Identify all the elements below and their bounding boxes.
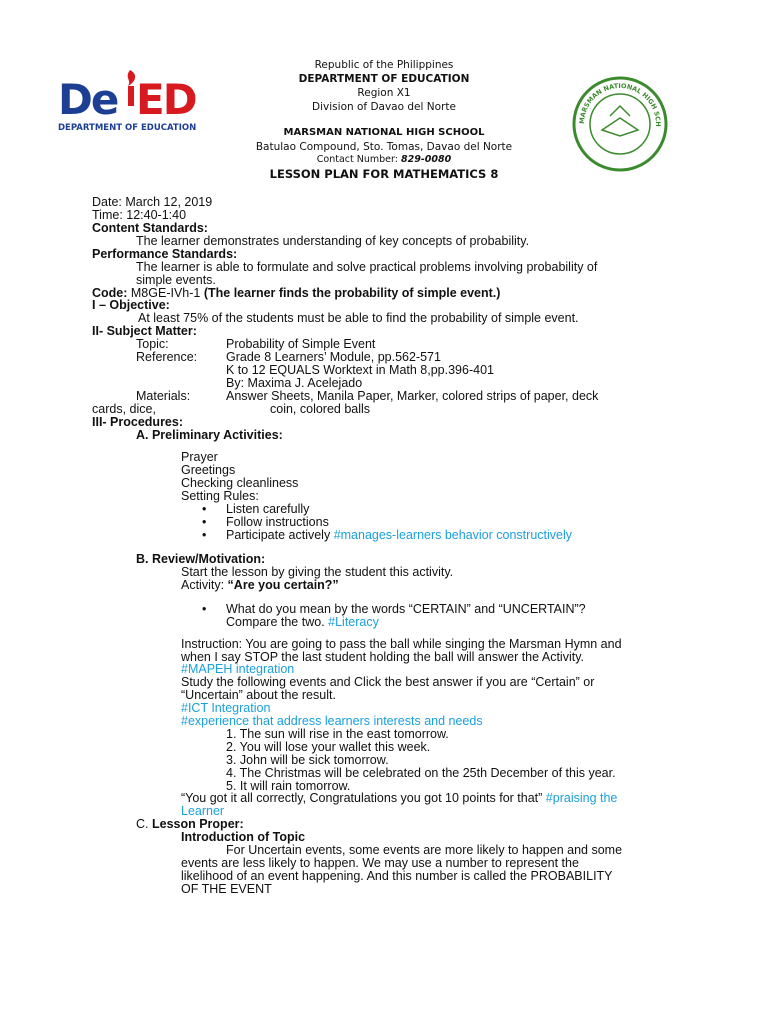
lesson-proper-label: Lesson Proper: <box>151 817 244 831</box>
svg-text:MARSMAN NATIONAL HIGH SCHOOL: MARSMAN NATIONAL HIGH SCH <box>577 81 663 127</box>
activity-line <box>181 579 339 592</box>
mapeh-tag: #MAPEH integration <box>181 662 295 676</box>
rule-item: • Follow instructions <box>226 516 329 529</box>
reference-label: Reference: <box>136 350 198 364</box>
materials-2a: cards, dice, <box>92 402 156 416</box>
contact-label: Contact Number: <box>316 154 401 165</box>
performance-standards-2: simple events. <box>136 273 216 287</box>
literacy-tag: #Literacy <box>328 615 379 629</box>
review-start: Start the lesson by giving the student this activity. <box>181 565 454 579</box>
intro-1: For Uncertain events, some events are more likely to happen and some <box>226 843 623 857</box>
content-standards: The learner demonstrates understanding of key concepts of probability. <box>136 234 530 248</box>
intro-4: OF THE EVENT <box>181 882 272 896</box>
ict-tag: #ICT Integration <box>181 701 271 715</box>
contact-line <box>0 153 768 167</box>
topic-value: Probability of Simple Event <box>226 337 376 351</box>
checking-cleanliness: Checking cleanliness <box>181 476 299 490</box>
objective-text: At least 75% of the students must be able to find the probability of simple event. <box>138 311 579 325</box>
contact-number: 829-0080 <box>400 154 452 165</box>
performance-standards-label: Performance Standards: <box>92 247 238 261</box>
review-label: B. Review/Motivation: <box>136 552 266 566</box>
division-line: Division of Davao del Norte <box>312 101 456 113</box>
code-label: Code: <box>92 286 128 300</box>
school-address: Batulao Compound, Sto. Tomas, Davao del Norte <box>255 141 513 153</box>
rule-text: Participate actively <box>226 528 334 542</box>
svg-text:DEPARTMENT OF EDUCATION: DEPARTMENT OF EDUCATION <box>58 123 197 133</box>
event-item: 4. The Christmas will be celebrated on the 25th December of this year. <box>226 766 616 780</box>
experience-tag: #experience that address learners interests and needs <box>181 714 483 728</box>
greetings: Greetings <box>181 463 236 477</box>
materials-1: Answer Sheets, Manila Paper, Marker, colored strips of paper, deck <box>226 389 599 403</box>
materials-label: Materials: <box>136 389 191 403</box>
setting-rules: Setting Rules: <box>181 489 259 503</box>
page-title: LESSON PLAN FOR MATHEMATICS 8 <box>269 167 499 181</box>
school-name: MARSMAN NATIONAL HIGH SCHOOL <box>283 127 485 138</box>
question-2 <box>226 616 379 629</box>
preliminary-label: A. Preliminary Activities: <box>136 428 283 442</box>
instruction-2: when I say STOP the last student holding the ball will answer the Activity. <box>181 650 584 664</box>
study-2: “Uncertain” about the result. <box>181 688 336 702</box>
activity-name: “Are you certain?” <box>227 578 339 592</box>
event-item: 2. You will lose your wallet this week. <box>226 740 431 754</box>
lesson-proper-prefix: C. <box>136 817 152 831</box>
event-item: 5. It will rain tomorrow. <box>226 779 351 793</box>
svg-text:De: De <box>58 75 118 124</box>
intro-3: likelihood of an event happening. And this number is called the PROBABILITY <box>181 869 613 883</box>
rule-item <box>226 529 572 542</box>
performance-standards-1: The learner is able to formulate and solve practical problems involving probability of <box>136 260 598 274</box>
praise-text: “You got it all correctly, Congratulations you got 10 points for that” <box>181 791 546 805</box>
department-line: DEPARTMENT OF EDUCATION <box>298 73 470 85</box>
event-item: 3. John will be sick tomorrow. <box>226 753 389 767</box>
republic-line: Republic of the Philippines <box>314 59 454 71</box>
time-line: Time: 12:40-1:40 <box>92 208 187 222</box>
intro-2: events are less likely to happen. We may use a number to represent the <box>181 856 579 870</box>
rule-item: • Listen carefully <box>226 503 309 516</box>
procedures-label: III- Procedures: <box>92 415 183 429</box>
instruction-1: Instruction: You are going to pass the ball while singing the Marsman Hymn and <box>181 637 622 651</box>
region-line: Region X1 <box>357 87 411 99</box>
event-item: 1. The sun will rise in the east tomorrow. <box>226 727 449 741</box>
reference-1: Grade 8 Learners’ Module, pp.562-571 <box>226 350 441 364</box>
reference-3: By: Maxima J. Acelejado <box>226 376 363 390</box>
prayer: Prayer <box>181 450 218 464</box>
content-standards-label: Content Standards: <box>92 221 208 235</box>
study-1: Study the following events and Click the best answer if you are “Certain” or <box>181 675 595 689</box>
praise-tag-2: Learner <box>181 804 225 818</box>
svg-text:ED: ED <box>136 75 196 124</box>
intro-label: Introduction of Topic <box>181 830 306 844</box>
activity-label: Activity: <box>181 578 228 592</box>
topic-label: Topic: <box>136 337 169 351</box>
question-1: • What do you mean by the words “CERTAIN” and “UNCERTAIN”? <box>226 603 586 616</box>
materials-2b: coin, colored balls <box>270 402 371 416</box>
reference-2: K to 12 EQUALS Worktext in Math 8,pp.396-401 <box>226 363 494 377</box>
objective-label: I – Objective: <box>92 298 170 312</box>
subject-matter-label: II- Subject Matter: <box>92 324 197 338</box>
praise-tag: #praising the <box>545 791 618 805</box>
rules-tag: #manages-learners behavior constructively <box>333 528 572 542</box>
question-2-text: Compare the two. <box>226 615 329 629</box>
code-desc: (The learner finds the probability of simple event.) <box>203 286 501 300</box>
date-line: Date: March 12, 2019 <box>92 195 213 209</box>
praise-line <box>181 792 617 805</box>
code-value: M8GE-IVh-1 <box>127 286 204 300</box>
